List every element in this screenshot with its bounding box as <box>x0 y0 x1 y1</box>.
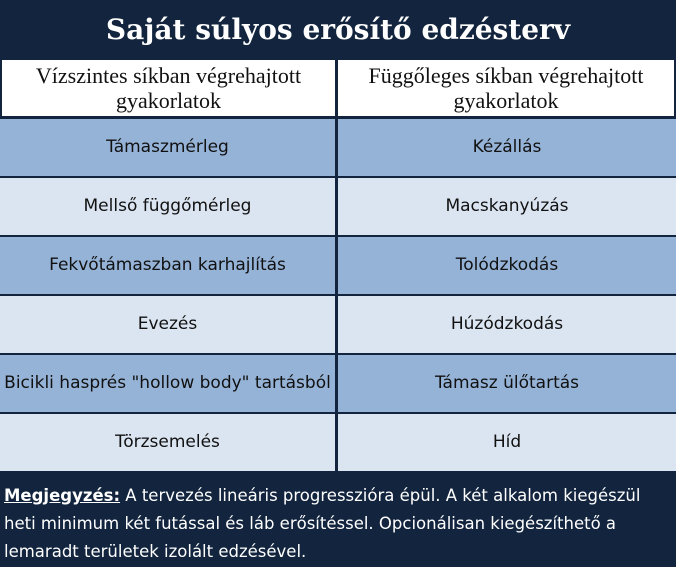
table-cell-vertical: Tolódzkodás <box>338 237 676 294</box>
table-row <box>0 414 676 473</box>
table-body <box>0 119 676 473</box>
table-row <box>0 178 676 237</box>
page-title: Saját súlyos erősítő edzésterv <box>105 12 571 46</box>
table-row <box>0 119 676 178</box>
table-row <box>0 355 676 414</box>
table-cell-horizontal: Törzsemelés <box>0 414 335 471</box>
table-cell-horizontal: Fekvőtámaszban karhajlítás <box>0 237 335 294</box>
table-cell-vertical: Híd <box>338 414 676 471</box>
column-header-horizontal: Vízszintes síkban végrehajtott gyakorlatok <box>2 60 335 116</box>
table-cell-horizontal: Evezés <box>0 296 335 353</box>
table-row <box>0 296 676 355</box>
table-row <box>0 237 676 296</box>
table-cell-vertical: Húzódzkodás <box>338 296 676 353</box>
footnote <box>4 482 672 566</box>
table-cell-horizontal: Támaszmérleg <box>0 119 335 176</box>
footnote-text: A tervezés lineáris progresszióra épül. A két alkalom kiegészül heti minimum két futással és láb erősítéssel. Opcionálisan kiegészíthető a lemaradt területek izolált edzésével. <box>4 486 641 561</box>
table-cell-vertical: Támasz ülőtartás <box>338 355 676 412</box>
table-cell-horizontal: Bicikli hasprés "hollow body" tartásból <box>0 355 335 412</box>
table-cell-vertical: Macskanyúzás <box>338 178 676 235</box>
table-cell-vertical: Kézállás <box>338 119 676 176</box>
footnote-label: Megjegyzés: <box>4 486 121 505</box>
column-header-vertical: Függőleges síkban végrehajtott gyakorlatok <box>338 60 674 116</box>
table-cell-horizontal: Mellső függőmérleg <box>0 178 335 235</box>
